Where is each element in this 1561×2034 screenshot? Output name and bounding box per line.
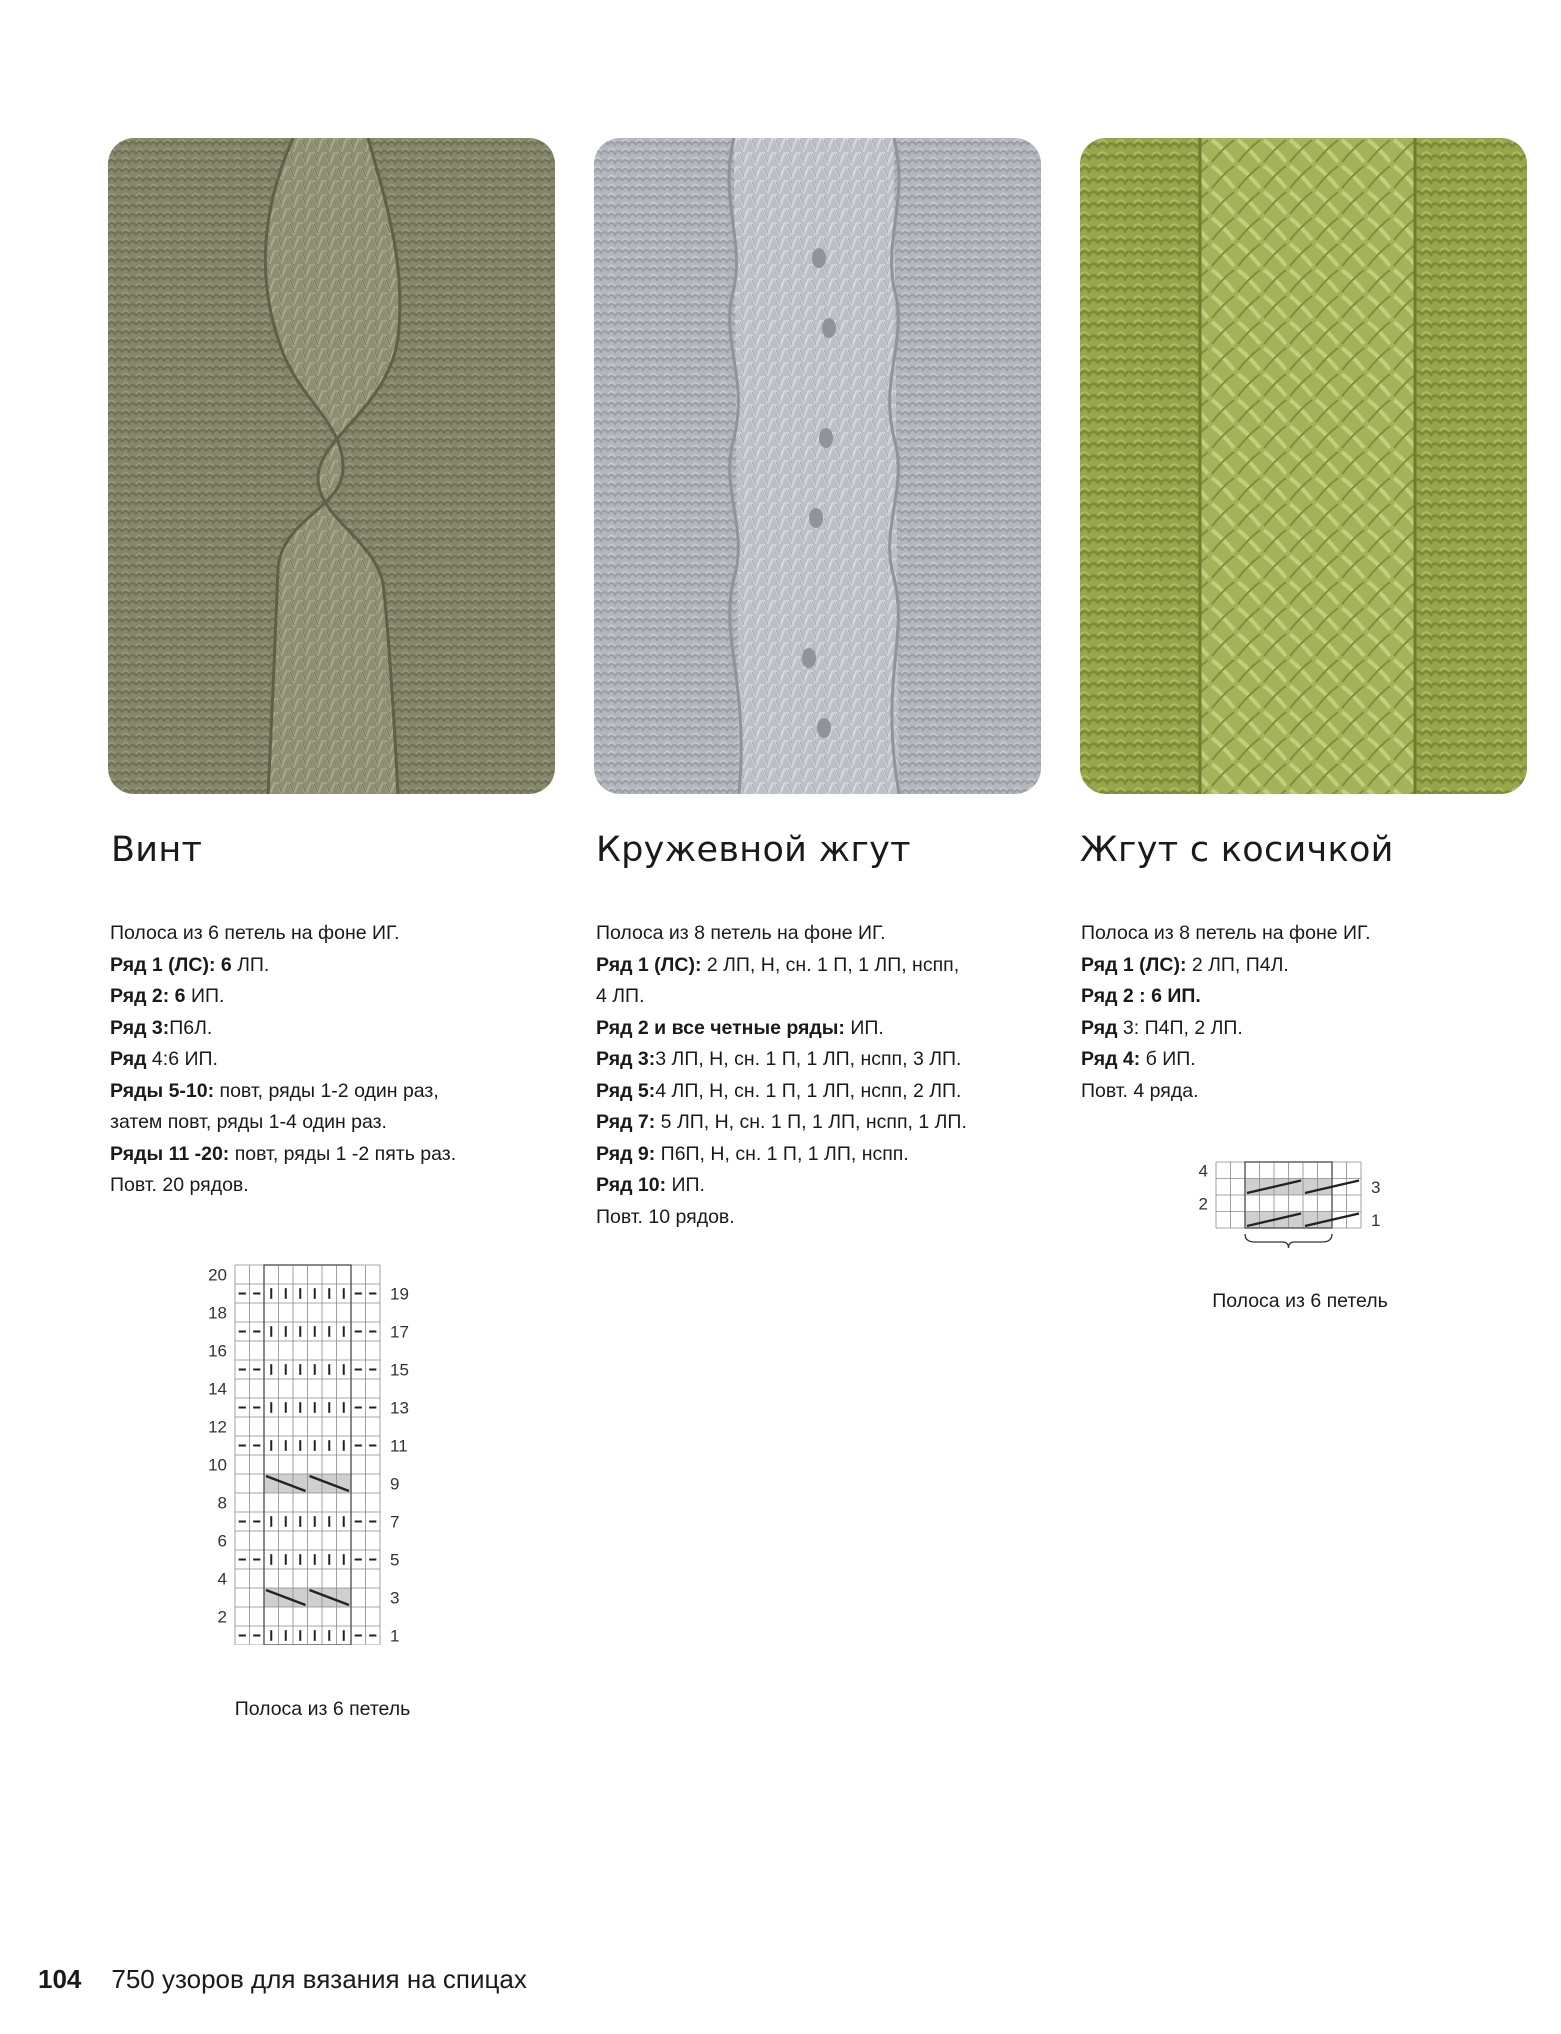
row-number-left: 6 bbox=[217, 1531, 227, 1551]
knitting-chart-vint bbox=[195, 1255, 475, 1645]
row-number-left: 8 bbox=[217, 1493, 227, 1513]
pattern-title-lace-cable: Кружевной жгут bbox=[596, 830, 911, 870]
row-number-left: 2 bbox=[1198, 1194, 1208, 1214]
page-number: 104 bbox=[38, 1964, 82, 1994]
instruction-line: 4 ЛП. bbox=[596, 985, 645, 1007]
instruction-line: Полоса из 8 петель на фоне ИГ. bbox=[596, 922, 886, 944]
chart-caption-vint: Полоса из 6 петель bbox=[234, 1698, 411, 1720]
chart-caption-braided-cable: Полоса из 6 петель bbox=[1212, 1290, 1388, 1312]
row-number-left: 18 bbox=[208, 1303, 227, 1323]
instruction-line: Ряд 2 и все четные ряды: ИП. bbox=[596, 1016, 884, 1039]
row-number-left: 12 bbox=[208, 1417, 227, 1437]
instruction-line: Ряд 10: ИП. bbox=[596, 1174, 705, 1196]
row-number-right: 3 bbox=[1371, 1177, 1381, 1197]
book-title: 750 узоров для вязания на спицах bbox=[111, 1964, 527, 1994]
row-number-right: 1 bbox=[1371, 1210, 1381, 1230]
instruction-line: Полоса из 8 петель на фоне ИГ. bbox=[1081, 922, 1371, 944]
instruction-line: Ряд 7: 5 ЛП, Н, сн. 1 П, 1 ЛП, нспп, 1 ЛП. bbox=[596, 1111, 967, 1133]
instructions-lace-cable bbox=[596, 918, 967, 1233]
instruction-line: Ряд 1 (ЛС): 2 ЛП, П4Л. bbox=[1081, 953, 1289, 976]
instruction-line: Полоса из 6 петель на фоне ИГ. bbox=[110, 922, 400, 944]
row-number-left: 2 bbox=[217, 1607, 227, 1627]
instructions-braided-cable bbox=[1081, 918, 1371, 1107]
instruction-line: Повт. 20 рядов. bbox=[110, 1174, 249, 1196]
instructions-vint bbox=[110, 918, 456, 1202]
instruction-line: Ряд 2 : 6 ИП. bbox=[1081, 985, 1201, 1007]
instruction-line: Ряд 3:3 ЛП, Н, сн. 1 П, 1 ЛП, нспп, 3 ЛП. bbox=[596, 1048, 962, 1070]
row-number-right: 7 bbox=[390, 1512, 400, 1532]
row-number-right: 15 bbox=[390, 1360, 409, 1380]
row-number-right: 11 bbox=[390, 1436, 408, 1456]
instruction-line: Повт. 4 ряда. bbox=[1081, 1079, 1199, 1102]
row-number-left: 16 bbox=[208, 1341, 227, 1361]
pattern-title-vint: Винт bbox=[111, 830, 203, 870]
instruction-line: Ряд 9: П6П, Н, сн. 1 П, 1 ЛП, нспп. bbox=[596, 1142, 909, 1165]
instruction-line: Повт. 10 рядов. bbox=[596, 1205, 735, 1228]
swatch-photo-braided-cable bbox=[1080, 138, 1527, 794]
row-number-right: 19 bbox=[390, 1284, 409, 1304]
instruction-line: затем повт, ряды 1-4 один раз. bbox=[110, 1111, 387, 1133]
instruction-line: Ряд 4: б ИП. bbox=[1081, 1048, 1196, 1070]
row-number-left: 20 bbox=[208, 1265, 227, 1285]
row-number-left: 4 bbox=[1198, 1161, 1208, 1181]
knitting-chart-braided-cable bbox=[1180, 1130, 1450, 1260]
row-number-left: 10 bbox=[208, 1455, 227, 1475]
pattern-title-braided-cable: Жгут с косичкой bbox=[1080, 830, 1394, 870]
row-number-left: 14 bbox=[208, 1379, 227, 1399]
instruction-line: Ряд 5:4 ЛП, Н, сн. 1 П, 1 ЛП, нспп, 2 ЛП. bbox=[596, 1079, 962, 1102]
instruction-line: Ряд 1 (ЛС): 6 ЛП. bbox=[110, 953, 270, 976]
instruction-line: Ряд 2: 6 ИП. bbox=[110, 985, 225, 1007]
row-number-right: 9 bbox=[390, 1474, 400, 1494]
row-number-right: 1 bbox=[390, 1626, 400, 1645]
swatch-photo-vint bbox=[108, 138, 555, 794]
instruction-line: Ряды 11 -20: повт, ряды 1 -2 пять раз. bbox=[110, 1142, 457, 1165]
row-number-right: 3 bbox=[390, 1588, 400, 1608]
instruction-line: Ряд 1 (ЛС): 2 ЛП, Н, сн. 1 П, 1 ЛП, нспп, bbox=[596, 953, 960, 976]
instruction-line: Ряды 5-10: повт, ряды 1-2 один раз, bbox=[110, 1079, 439, 1102]
page-footer bbox=[38, 1964, 527, 1995]
row-number-right: 17 bbox=[390, 1322, 409, 1342]
instruction-line: Ряд 3:П6Л. bbox=[110, 1016, 213, 1039]
swatch-photo-lace-cable bbox=[594, 138, 1041, 794]
instruction-line: Ряд 3: П4П, 2 ЛП. bbox=[1081, 1016, 1243, 1039]
row-number-right: 13 bbox=[390, 1398, 409, 1418]
row-number-left: 4 bbox=[217, 1569, 227, 1589]
pattern-repeat-brace bbox=[1245, 1234, 1332, 1248]
instruction-line: Ряд 4:6 ИП. bbox=[110, 1048, 218, 1070]
row-number-right: 5 bbox=[390, 1550, 400, 1570]
